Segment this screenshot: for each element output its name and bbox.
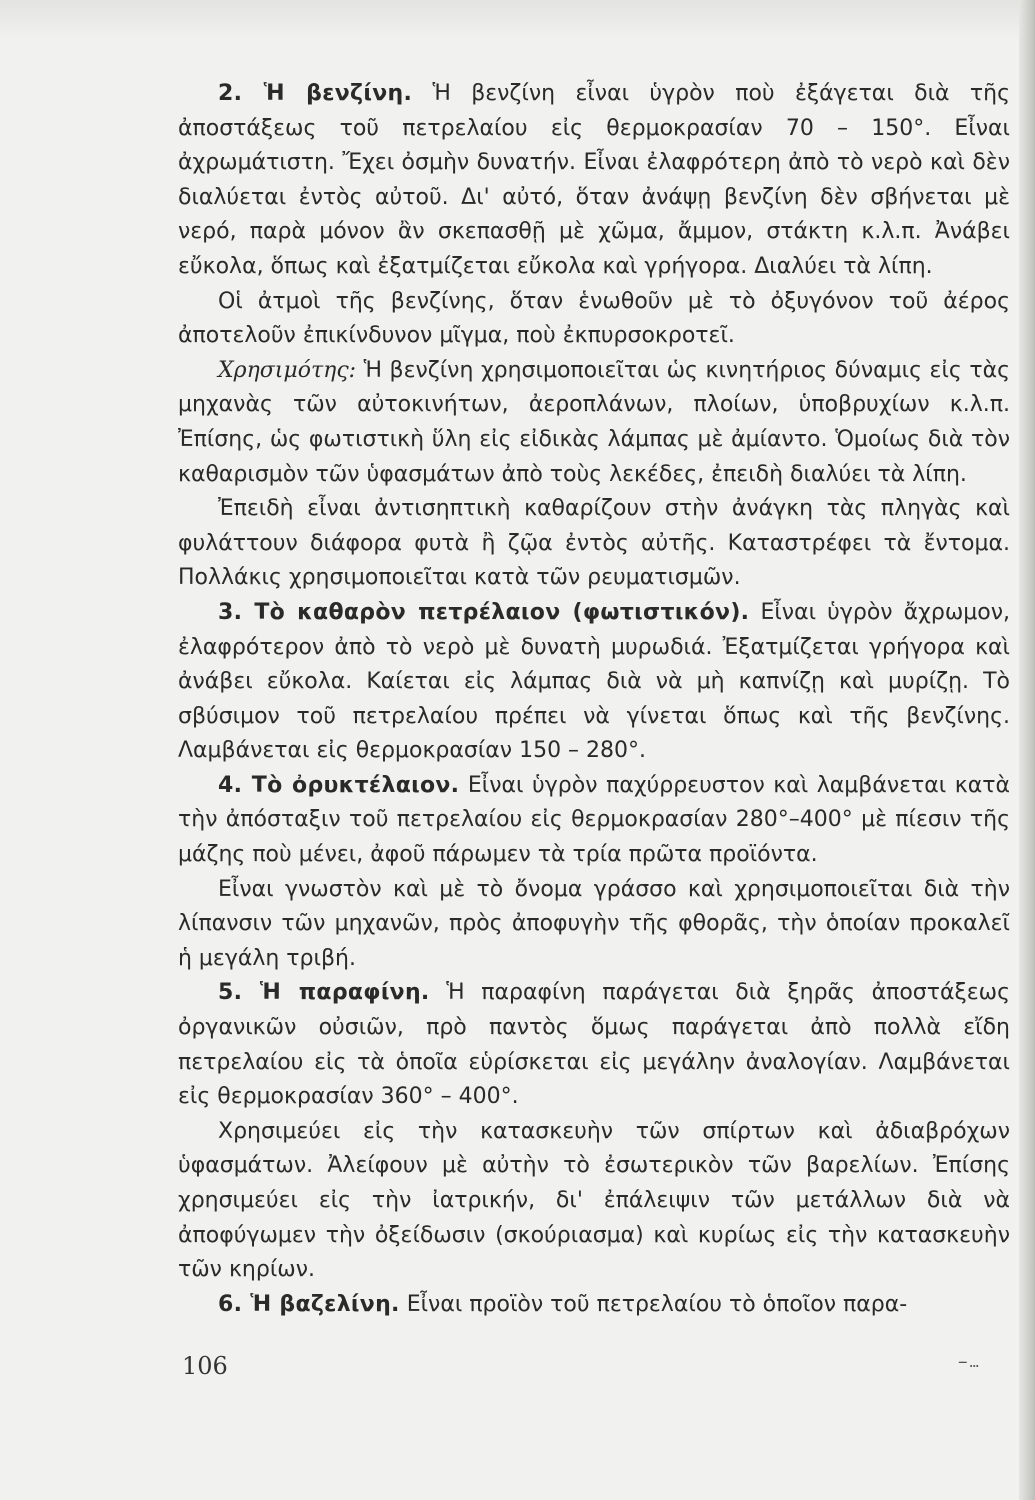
section-heading-vaseline: 6. Ἡ βαζελίνη.: [218, 1291, 400, 1317]
paragraph-text: Εἶναι προϊὸν τοῦ πετρελαίου τὸ ὁποῖον παρα-: [399, 1291, 908, 1317]
paragraph-benzine-uses: [178, 354, 1010, 492]
paragraph-benzine: [178, 77, 1010, 285]
paragraph-text: Ἐπειδὴ εἶναι ἀντισηπτικὴ καθαρίζουν στὴν ἀνάγκη τὰς πληγὰς καὶ φυλάττουν διάφορα φυτὰ ἢ ζῷα ἐντὸς αὐτῆς. Καταστρέφει τὰ ἔντομα. Πολλάκις χρησιμοποιεῖται κατὰ τῶν ρευματισμῶν.: [178, 496, 1010, 591]
paragraph-kerosene: [178, 596, 1010, 769]
body-text: [178, 77, 1010, 1322]
section-heading-paraffin: 5. Ἡ παραφίνη.: [218, 980, 430, 1006]
paragraph-text: Εἶναι ὑγρὸν παχύρρευστον καὶ λαμβάνεται κατὰ τὴν ἀπόσταξιν τοῦ πετρελαίου εἰς θερμοκρασίαν 280°–400° μὲ πίεσιν τῆς μάζης ποὺ μένει, ἀφοῦ πάρωμεν τὰ τρία πρῶτα προϊόντα.: [178, 772, 1010, 868]
usefulness-label: Χρησιμότης:: [218, 357, 357, 383]
paragraph-paraffin-uses: [178, 1115, 1010, 1288]
paragraph-vaseline: [178, 1288, 1010, 1323]
section-heading-benzine: 2. Ἡ βενζίνη.: [218, 81, 413, 106]
paragraph-text: Ἡ παραφίνη παράγεται διὰ ξηρᾶς ἀποστάξεως ὀργανικῶν οὐσιῶν, πρὸ παντὸς ὅμως παράγεται ἀπὸ πολλὰ εἴδη πετρελαίου εἰς τὰ ὁποῖα εὑρίσκεται εἰς μεγάλην ἀναλογίαν. Λαμβάνεται εἰς θερμοκρασίαν 360° – 400°.: [178, 980, 1010, 1110]
paragraph-grease: [178, 873, 1010, 977]
section-heading-mineral-oil: 4. Τὸ ὀρυκτέλαιον.: [218, 772, 460, 798]
corner-mark: -- ...: [958, 1352, 978, 1371]
paragraph-text: Ἡ βενζίνη εἶναι ὑγρὸν ποὺ ἐξάγεται διὰ τῆς ἀποστάξεως τοῦ πετρελαίου εἰς θερμοκρασίαν 70 – 150°. Εἶναι ἀχρωμάτιστη. Ἔχει ὀσμὴν δυνατήν. Εἶναι ἐλαφρότερη ἀπὸ τὸ νερὸ καὶ δὲν διαλύεται ἐντὸς αὐτοῦ. Δι' αὐτό, ὅταν ἀνάψῃ βενζίνη δὲν σβήνεται μὲ νερό, παρὰ μόνον ἂν σκεπασθῇ μὲ χῶμα, ἄμμον, στάκτη κ.λ.π. Ἀνάβει εὔκολα, ὅπως καὶ ἐξατμίζεται εὔκολα καὶ γρήγορα. Διαλύει τὰ λίπη.: [178, 81, 1010, 279]
paragraph-paraffin: [178, 976, 1010, 1114]
paragraph-text: Ἡ βενζίνη χρησιμοποιεῖται ὡς κινητήριος δύναμις εἰς τὰς μηχανὰς τῶν αὐτοκινήτων, ἀεροπλάνων, πλοίων, ὑποβρυχίων κ.λ.π. Ἐπίσης, ὡς φωτιστικὴ ὕλη εἰς εἰδικὰς λάμπας μὲ ἀμίαντο. Ὁμοίως διὰ τὸν καθαρισμὸν τῶν ὑφασμάτων ἀπὸ τοὺς λεκέδες, ἐπειδὴ διαλύει τὰ λίπη.: [178, 357, 1010, 487]
paragraph-mineral-oil: [178, 769, 1010, 873]
paragraph-benzine-vapors: [178, 285, 1010, 354]
page-binding-edge: [1019, 0, 1035, 1500]
paragraph-text: Εἶναι ὑγρὸν ἄχρωμον, ἐλαφρότερον ἀπὸ τὸ νερὸ μὲ δυνατὴ μυρωδιά. Ἐξατμίζεται γρήγορα καὶ ἀνάβει εὔκολα. Καίεται εἰς λάμπας διὰ νὰ μὴ καπνίζῃ καὶ μυρίζῃ. Τὸ σβύσιμον τοῦ πετρελαίου πρέπει νὰ γίνεται ὅπως καὶ τῆς βενζίνης. Λαμβάνεται εἰς θερμοκρασίαν 150 – 280°.: [178, 599, 1011, 764]
paragraph-benzine-antiseptic: [178, 492, 1010, 596]
page-top-shadow: [0, 0, 1035, 40]
paragraph-text: Χρησιμεύει εἰς τὴν κατασκευὴν τῶν σπίρτων καὶ ἀδιαβρόχων ὑφασμάτων. Ἀλείφουν μὲ αὐτὴν τὸ ἐσωτερικὸν τῶν βαρελίων. Ἐπίσης χρησιμεύει εἰς τὴν ἰατρικήν, δι' ἐπάλειψιν τῶν μετάλλων διὰ νὰ ἀποφύγωμεν τὴν ὀξείδωσιν (σκούριασμα) καὶ κυρίως εἰς τὴν κατασκευὴν τῶν κηρίων.: [178, 1118, 1010, 1283]
paragraph-text: Οἱ ἀτμοὶ τῆς βενζίνης, ὅταν ἑνωθοῦν μὲ τὸ ὀξυγόνον τοῦ ἀέρος ἀποτελοῦν ἐπικίνδυνον μῖγμα, ποὺ ἐκπυρσοκροτεῖ.: [178, 288, 1010, 349]
page-number: 106: [182, 1352, 228, 1380]
paragraph-text: Εἶναι γνωστὸν καὶ μὲ τὸ ὄνομα γράσσο καὶ χρησιμοποιεῖται διὰ τὴν λίπανσιν τῶν μηχανῶν, πρὸς ἀποφυγὴν τῆς φθορᾶς, τὴν ὁποίαν προκαλεῖ ἡ μεγάλη τριβή.: [178, 876, 1010, 971]
section-heading-kerosene: 3. Τὸ καθαρὸν πετρέλαιον (φωτιστικόν).: [218, 599, 750, 625]
